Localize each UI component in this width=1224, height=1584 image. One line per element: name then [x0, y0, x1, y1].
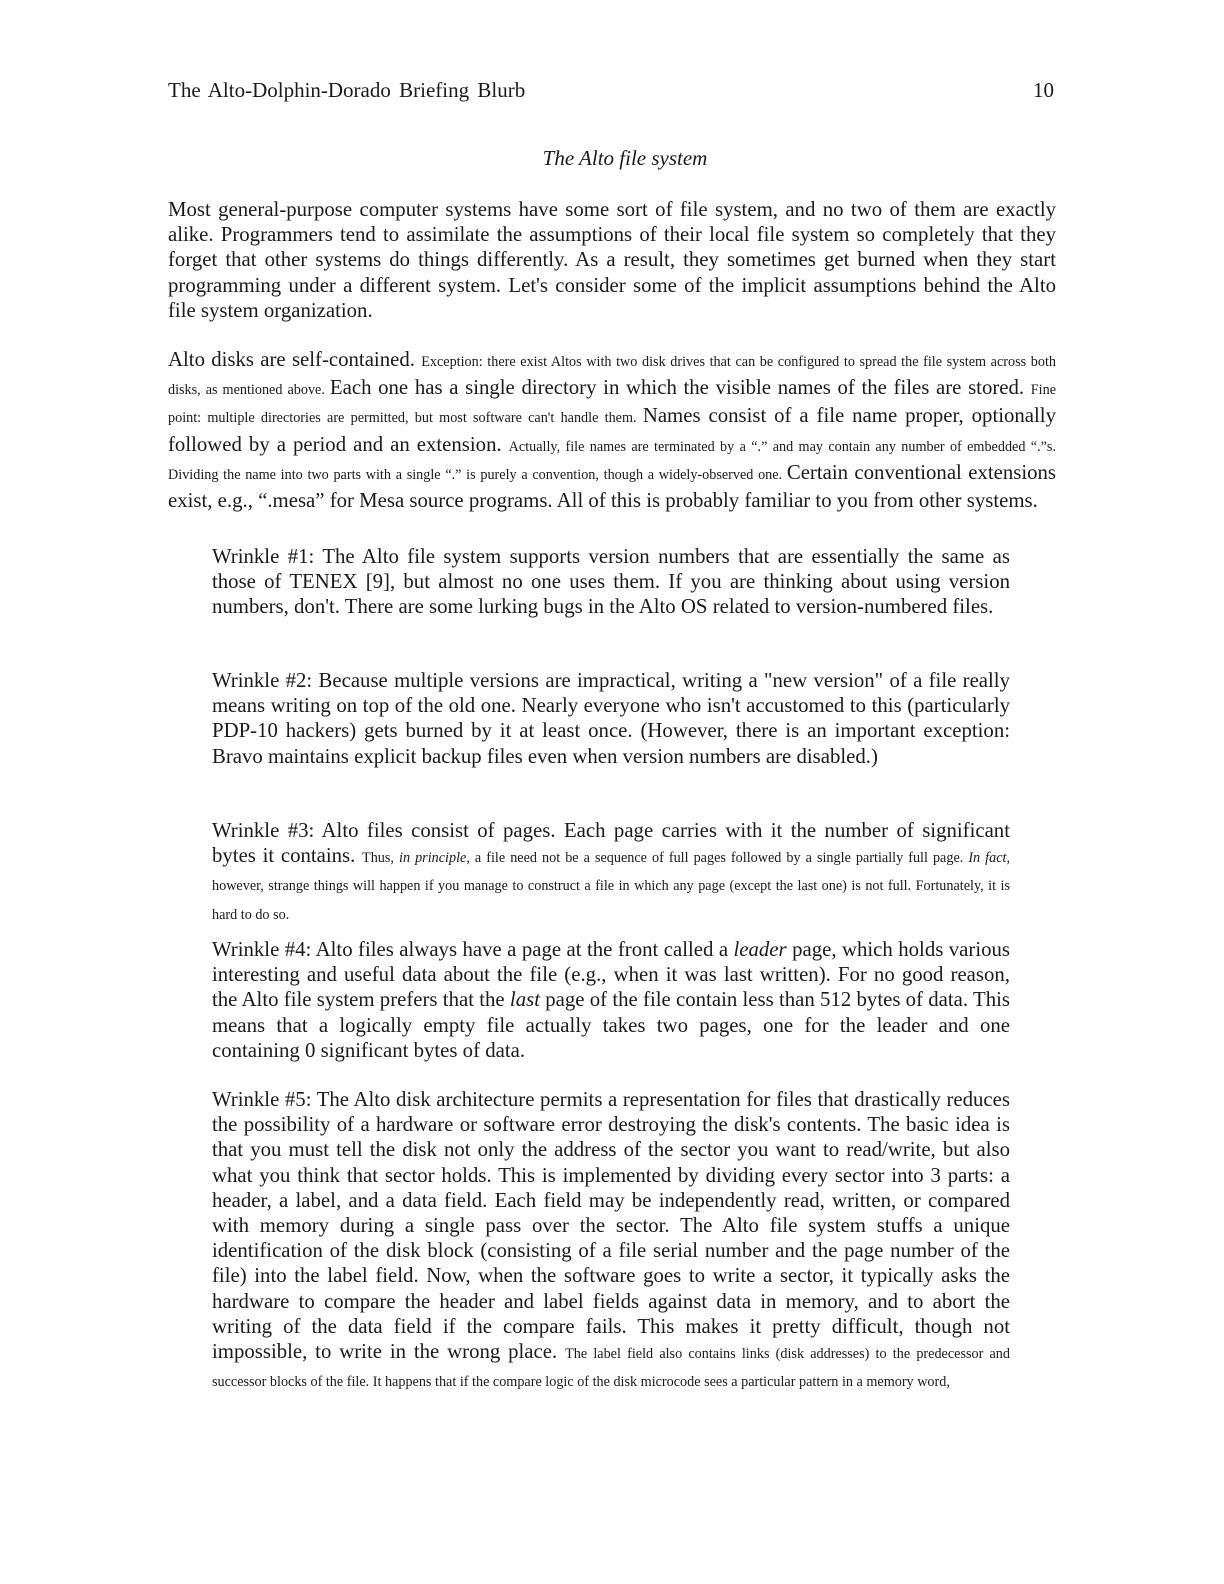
wrinkle-3-note-italic-1: in principle: [399, 850, 467, 867]
wrinkle-1-paragraph: Wrinkle #1: The Alto file system supports version numbers that are essentially the same as those of TENEX [9], but almost no one uses them. If you are thinking about using version numbers, don't. There are some lurking bugs in the Alto OS related to version-numbered files.: [212, 545, 1010, 619]
disks-paragraph: [168, 347, 1056, 513]
wrinkle-5-paragraph: [212, 1087, 1010, 1395]
running-header-title: The Alto-Dolphin-Dorado Briefing Blurb: [168, 78, 526, 102]
wrinkle-3-paragraph: [212, 818, 1010, 928]
wrinkle-5-main: Wrinkle #5: The Alto disk architecture permits a representation for files that drastically reduces the possibility of a hardware or software error destroying the disk's contents. The basic idea is that you must tell the disk not only the address of the sector you want to read/write, but also what you think that sector holds. This is implemented by dividing every sector into 3 parts: a header, a label, and a data field. Each field may be independently read, written, or compared with memory during a single pass over the sector. The Alto file system stuffs a unique identification of the disk block (consisting of a file serial number and the page number of the file) into the label field. Now, when the software goes to write a sector, it typically asks the hardware to compare the header and label fields against data in memory, and to abort the writing of the data field if the compare fails. This makes it pretty difficult, though not impossible, to write in the wrong place.: [212, 1088, 1010, 1364]
wrinkle-3-note-1: Thus,: [362, 850, 400, 867]
wrinkle-4-leader-term: leader: [733, 938, 787, 961]
intro-paragraph: Most general-purpose computer systems have some sort of file system, and no two of them are exactly alike. Programmers tend to assimilate the assumptions of their local file system so completely that they forget that other systems do things differently. As a result, they sometimes get burned when they start programming under a different system. Let's consider some of the implicit assumptions behind the Alto file system organization.: [168, 198, 1056, 322]
wrinkle-4-paragraph: [212, 937, 1010, 1063]
section-title: The Alto file system: [542, 146, 708, 170]
wrinkle-4-last-term: last: [509, 988, 540, 1012]
wrinkle-4-part-c: page, which holds various interesting and useful data about the file (e.g., when it was last written). For no good reason, the Alto file system prefers that the: [212, 938, 1010, 1012]
wrinkle-3-note-2: , a file need not be a sequence of full pages followed by a single partially full page.: [466, 850, 969, 867]
page-number: 10: [1033, 78, 1054, 102]
wrinkle-4-part-e: page of the file contain less than 512 bytes of data. This means that a logically empty file actually takes two pages, one for the leader and one containing 0 significant bytes of data.: [212, 988, 1010, 1062]
wrinkle-3-note-italic-2: In fact: [968, 850, 1007, 867]
disks-sentence-4: Certain conventional extensions exist, e.g., “.mesa” for Mesa source programs. All of this is probably familiar to you from other systems.: [168, 460, 1056, 513]
disks-sentence-1: Alto disks are self-contained.: [168, 348, 422, 371]
disks-note-exception: Exception: there exist Altos with two disk drives that can be configured to spread the file system across both disks, as mentioned above.: [168, 354, 1056, 399]
disks-sentence-2: Each one has a single directory in which the visible names of the files are stored.: [329, 376, 1031, 400]
disks-note-fine-point: Fine point: multiple directories are permitted, but most software can't handle them.: [168, 382, 1056, 427]
wrinkle-3-note-3: , however, strange things will happen if you manage to construct a file in which any page (except the last one) is not full. Fortunately, it is hard to do so.: [212, 850, 1011, 923]
wrinkle-3-main: Wrinkle #3: Alto files consist of pages. Each page carries with it the number of significant bytes it contains.: [212, 819, 1010, 868]
disks-note-actually: Actually, file names are terminated by a “.” and may contain any number of embedded “.”s. Dividing the name into two parts with a single “.” is purely a convention, though a widely-observed one.: [168, 438, 1056, 483]
wrinkle-4-part-a: Wrinkle #4: Alto files always have a page at the front called a: [212, 938, 734, 961]
wrinkle-5-note: The label field also contains links (disk addresses) to the predecessor and successor blocks of the file. It happens that if the compare logic of the disk microcode sees a particular pattern in a memory word,: [212, 1346, 1010, 1391]
wrinkle-2-paragraph: Wrinkle #2: Because multiple versions are impractical, writing a "new version" of a file really means writing on top of the old one. Nearly everyone who isn't accustomed to this (particularly PDP-10 hackers) gets burned by it at least once. (However, there is an important exception: Bravo maintains explicit backup files even when version numbers are disabled.): [212, 669, 1010, 768]
disks-sentence-3: Names consist of a file name proper, optionally followed by a period and an extension.: [168, 404, 1056, 456]
